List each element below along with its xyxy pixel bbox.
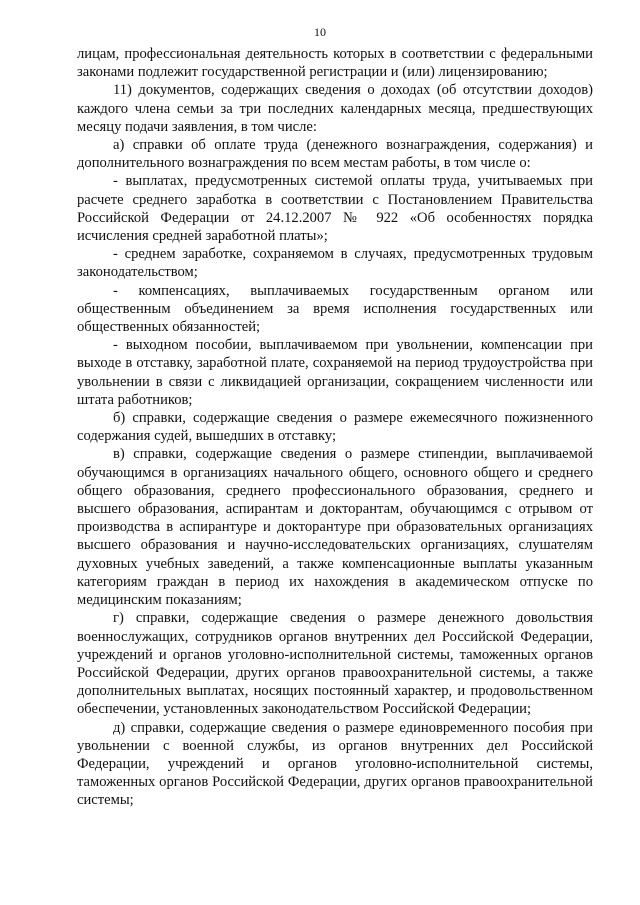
paragraph: д) справки, содержащие сведения о размере единовременного пособия при увольнении с военной службы, из органов внутренних дел Российской Федерации, учреждений и органов уголовно-исполнительной системы, таможенных органов Российской Федерации, других органов правоохранительной системы;	[77, 719, 593, 809]
paragraph: 11) документов, содержащих сведения о доходах (об отсутствии доходов) каждого члена семьи за три последних календарных месяца, предшествующих месяцу подачи заявления, в том числе:	[77, 82, 593, 135]
paragraph: в) справки, содержащие сведения о размере стипендии, выплачиваемой обучающимся в организациях начального общего, основного общего и среднего общего образования, среднего профессионального образования, среднего и высшего образования, аспирантам и докторантам, обучающимся с отрывом от производства в аспирантуре и докторантуре при образовательных организациях высшего образования и научно-исследовательских организациях, слушателям духовных учебных заведений, а также компенсационные выплаты указанным категориям граждан в период их нахождения в академическом отпуске по медицинским показаниям;	[77, 446, 593, 609]
document-body	[77, 45, 593, 810]
paragraph: б) справки, содержащие сведения о размере ежемесячного пожизненного содержания судей, вышедших в отставку;	[77, 410, 593, 445]
page-number: 10	[314, 25, 326, 39]
paragraph: - выплатах, предусмотренных системой оплаты труда, учитываемых при расчете среднего заработка в соответствии с Постановлением Правительства Российской Федерации от 24.12.2007 № 922 «Об особенностях порядка исчисления средней заработной платы»;	[77, 173, 593, 245]
paragraph: г) справки, содержащие сведения о размере денежного довольствия военнослужащих, сотрудников органов внутренних дел Российской Федерации, учреждений и органов уголовно-исполнительной системы, таможенных органов Российской Федерации, других органов правоохранительной системы, а также дополнительных выплатах, носящих постоянный характер, и продовольственном обеспечении, установленных законодательством Российской Федерации;	[77, 610, 593, 718]
paragraph: - компенсациях, выплачиваемых государственным органом или общественным объединением за время исполнения государственных или общественных обязанностей;	[77, 282, 593, 336]
paragraph: лицам, профессиональная деятельность которых в соответствии с федеральными законами подлежит государственной регистрации и (или) лицензированию;	[77, 46, 593, 81]
paragraph: а) справки об оплате труда (денежного вознаграждения, содержания) и дополнительного вознаграждения по всем местам работы, в том числе о:	[77, 137, 593, 172]
paragraph: - выходном пособии, выплачиваемом при увольнении, компенсации при выходе в отставку, заработной плате, сохраняемой на период трудоустройства при увольнении в связи с ликвидацией организации, сокращением численности или штата работников;	[77, 337, 593, 408]
paragraph: - среднем заработке, сохраняемом в случаях, предусмотренных трудовым законодательством;	[77, 246, 593, 281]
